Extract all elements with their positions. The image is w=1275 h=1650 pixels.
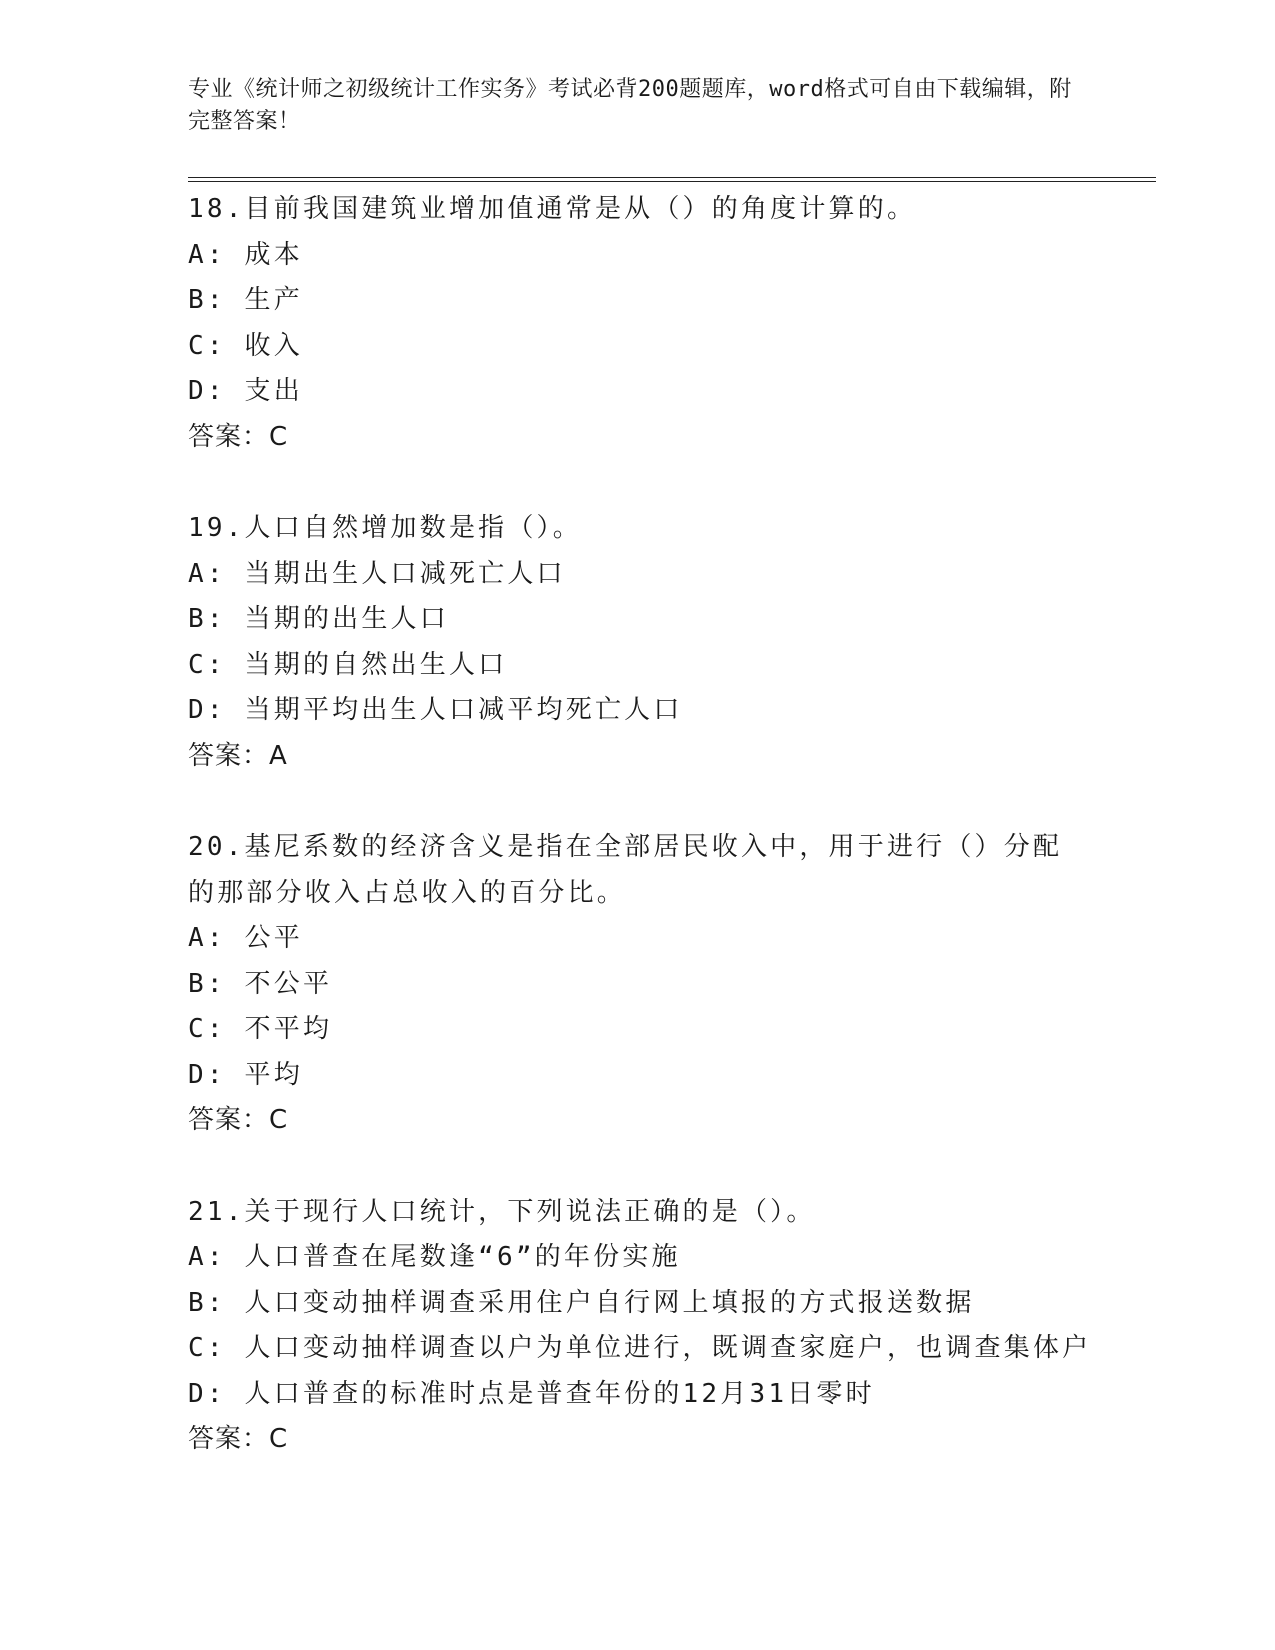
answer: 答案：C: [188, 421, 289, 452]
option-b: B: 不公平: [188, 968, 333, 999]
answer: 答案：C: [188, 1105, 289, 1135]
question-stem: 19.人口自然增加数是指（）。: [188, 513, 582, 543]
question-18: [188, 187, 1156, 460]
question-stem: 20.基尼系数的经济含义是指在全部居民收入中，用于进行（）分配的那部分收入占总收入的百分比。: [188, 832, 1063, 908]
answer: 答案：C: [188, 1424, 289, 1454]
option-d: D: 当期平均出生人口减平均死亡人口: [188, 695, 683, 725]
header-double-rule: [188, 177, 1156, 182]
question-21: [188, 1190, 1156, 1463]
option-a: A: 公平: [188, 923, 303, 953]
option-b: B: 人口变动抽样调查采用住户自行网上填报的方式报送数据: [188, 1287, 975, 1318]
question-19: [188, 506, 1156, 779]
option-a: A: 人口普查在尾数逢“6”的年份实施: [188, 1242, 681, 1272]
option-d: D: 平均: [188, 1059, 303, 1090]
option-c: C: 当期的自然出生人口: [188, 649, 508, 680]
option-a: A: 当期出生人口减死亡人口: [188, 558, 566, 589]
question-stem: 18.目前我国建筑业增加值通常是从（）的角度计算的。: [188, 194, 917, 224]
question-stem: 21.关于现行人口统计，下列说法正确的是（）。: [188, 1196, 816, 1227]
document-header: 专业《统计师之初级统计工作实务》考试必背200题题库，word格式可自由下载编辑，附完整答案！: [188, 77, 1072, 134]
option-b: B: 当期的出生人口: [188, 604, 449, 634]
option-c: C: 人口变动抽样调查以户为单位进行，既调查家庭户，也调查集体户: [188, 1333, 1092, 1363]
option-d: D: 支出: [188, 376, 303, 406]
answer: 答案：A: [188, 740, 288, 771]
option-c: C: 收入: [188, 330, 303, 361]
question-20: [188, 825, 1156, 1144]
question-list: [188, 187, 1156, 1509]
option-d: D: 人口普查的标准时点是普查年份的12月31日零时: [188, 1378, 875, 1409]
option-c: C: 不平均: [188, 1014, 333, 1044]
option-b: B: 生产: [188, 285, 303, 315]
option-a: A: 成本: [188, 239, 303, 270]
